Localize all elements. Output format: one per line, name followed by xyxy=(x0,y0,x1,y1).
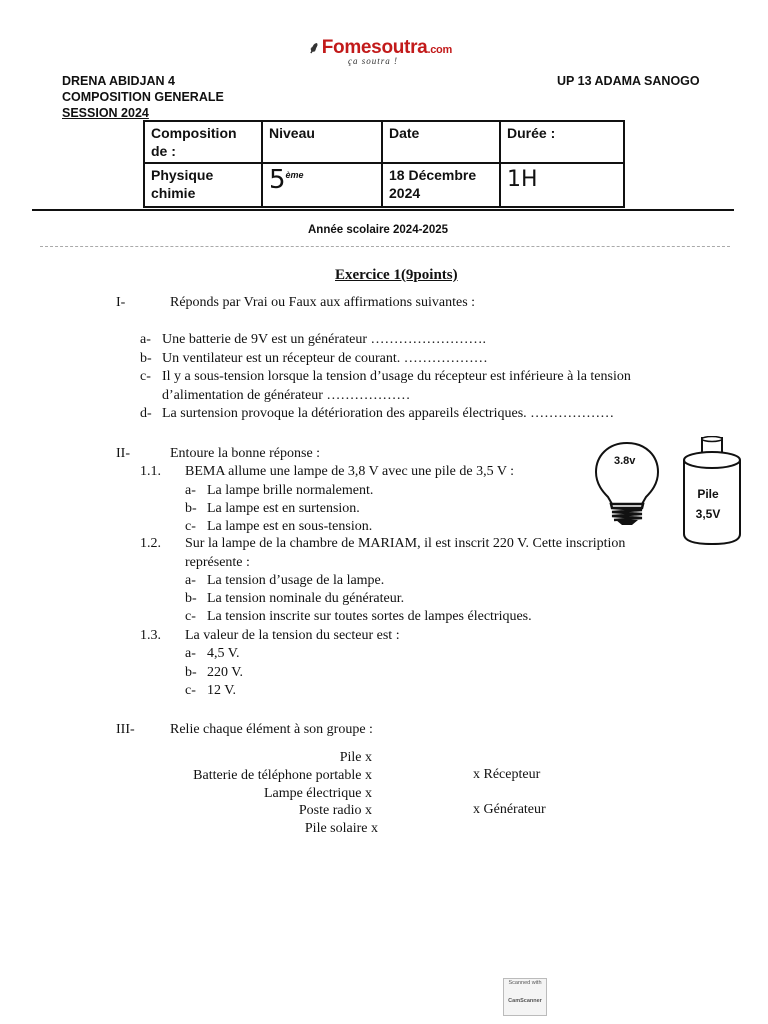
battery-label-name: Pile xyxy=(697,487,719,501)
battery-label xyxy=(682,487,734,521)
header-divider xyxy=(32,209,734,211)
part3-numeral: III- xyxy=(116,722,135,737)
option-1-1-a-text: La lampe brille normalement. xyxy=(207,483,374,498)
link-item-electric-lamp: Lampe électrique x xyxy=(263,786,372,801)
table-header-date: Date xyxy=(382,121,500,163)
table-value-date: 18 Décembre 2024 xyxy=(382,163,500,207)
question-1-2-continued: représente : xyxy=(185,555,250,570)
option-1-3-b-text: 220 V. xyxy=(207,665,244,680)
part3-instruction: Relie chaque élément à son groupe : xyxy=(170,722,373,737)
exercise-title: Exercice 1(9points) xyxy=(335,267,458,283)
question-1-3-number: 1.3. xyxy=(140,628,161,643)
table-value-subject: Physique chimie xyxy=(144,163,262,207)
option-1-2-b-text: La tension nominale du générateur. xyxy=(207,591,405,606)
option-1-1-c-text: La lampe est en sous-tension. xyxy=(207,519,373,534)
option-1-3-c-letter: c- xyxy=(185,683,196,698)
logo-tagline: ça soutra ! xyxy=(348,56,398,66)
logo-brand: Fomesoutra xyxy=(321,37,428,58)
header-session: SESSION 2024 xyxy=(62,106,149,120)
option-1-1-a-letter: a- xyxy=(185,483,196,498)
option-1-2-c-letter: c- xyxy=(185,609,196,624)
exam-info-table xyxy=(143,120,625,208)
part1-item-b-letter: b- xyxy=(140,351,152,366)
question-1-2-text: Sur la lampe de la chambre de MARIAM, il est inscrit 220 V. Cette inscription xyxy=(185,536,626,551)
table-header-level: Niveau xyxy=(262,121,382,163)
camscanner-line2: CamScanner xyxy=(508,998,542,1004)
part1-item-b-text: Un ventilateur est un récepteur de courant. ……………… xyxy=(162,351,488,366)
option-1-3-b-letter: b- xyxy=(185,665,197,680)
table-value-level xyxy=(262,163,382,207)
option-1-2-a-text: La tension d’usage de la lampe. xyxy=(207,573,385,588)
option-1-1-b-letter: b- xyxy=(185,501,197,516)
logo-tld: .com xyxy=(427,44,452,56)
table-header-composition: Composition de : xyxy=(144,121,262,163)
part1-item-c-continued: d’alimentation de générateur ……………… xyxy=(162,388,411,403)
link-item-radio: Poste radio x xyxy=(298,803,372,818)
lamp-voltage-label: 3.8v xyxy=(614,455,636,467)
option-1-2-c-text: La tension inscrite sur toutes sortes de lampes électriques. xyxy=(207,609,532,624)
option-1-1-c-letter: c- xyxy=(185,519,196,534)
header-composition: COMPOSITION GENERALE xyxy=(62,90,224,104)
school-year: Année scolaire 2024-2025 xyxy=(308,224,449,236)
duration-handwritten: 1H xyxy=(507,167,538,192)
part1-instruction: Réponds par Vrai ou Faux aux affirmations suivantes : xyxy=(170,295,476,310)
camscanner-badge xyxy=(503,978,547,1016)
question-1-2-number: 1.2. xyxy=(140,536,161,551)
level-superscript: ème xyxy=(285,170,304,180)
level-number: 5 xyxy=(269,165,286,195)
part1-numeral: I- xyxy=(116,295,126,310)
link-item-pile: Pile x xyxy=(339,750,372,765)
link-item-phone-battery: Batterie de téléphone portable x xyxy=(193,768,372,783)
option-1-3-a-text: 4,5 V. xyxy=(207,646,240,661)
part2-numeral: II- xyxy=(116,446,130,461)
link-item-solar-cell: Pile solaire x xyxy=(304,821,378,836)
scan-line-divider xyxy=(40,246,730,247)
part2-instruction: Entoure la bonne réponse : xyxy=(170,446,321,461)
header-drena: DRENA ABIDJAN 4 xyxy=(62,74,175,88)
group-receiver: x Récepteur xyxy=(473,767,541,782)
option-1-1-b-text: La lampe est en surtension. xyxy=(207,501,360,516)
part1-item-a-letter: a- xyxy=(140,332,151,347)
lamp-bulb-icon xyxy=(592,440,662,526)
battery-label-voltage: 3,5V xyxy=(695,507,721,521)
option-1-2-b-letter: b- xyxy=(185,591,197,606)
table-header-duration: Durée : xyxy=(500,121,624,163)
question-1-1-text: BEMA allume une lampe de 3,8 V avec une pile de 3,5 V : xyxy=(185,464,515,479)
part1-item-d-text: La surtension provoque la détérioration des appareils électriques. ……………… xyxy=(162,406,615,421)
part1-item-c-letter: c- xyxy=(140,369,151,384)
table-value-duration xyxy=(500,163,624,207)
question-1-1-number: 1.1. xyxy=(140,464,161,479)
part1-item-a-text: Une batterie de 9V est un générateur ……………………. xyxy=(162,332,486,347)
option-1-2-a-letter: a- xyxy=(185,573,196,588)
option-1-3-a-letter: a- xyxy=(185,646,196,661)
camscanner-line1: Scanned with xyxy=(508,980,542,986)
part1-item-d-letter: d- xyxy=(140,406,152,421)
logo-mark-icon: ⸙ xyxy=(308,40,320,57)
header-left xyxy=(62,73,224,121)
header-right: UP 13 ADAMA SANOGO xyxy=(557,74,700,88)
group-generator: x Générateur xyxy=(473,802,546,817)
option-1-3-c-text: 12 V. xyxy=(207,683,237,698)
question-1-3-text: La valeur de la tension du secteur est : xyxy=(185,628,400,643)
part1-item-c-text: Il y a sous-tension lorsque la tension d’usage du récepteur est inférieure à la tension xyxy=(162,369,631,384)
